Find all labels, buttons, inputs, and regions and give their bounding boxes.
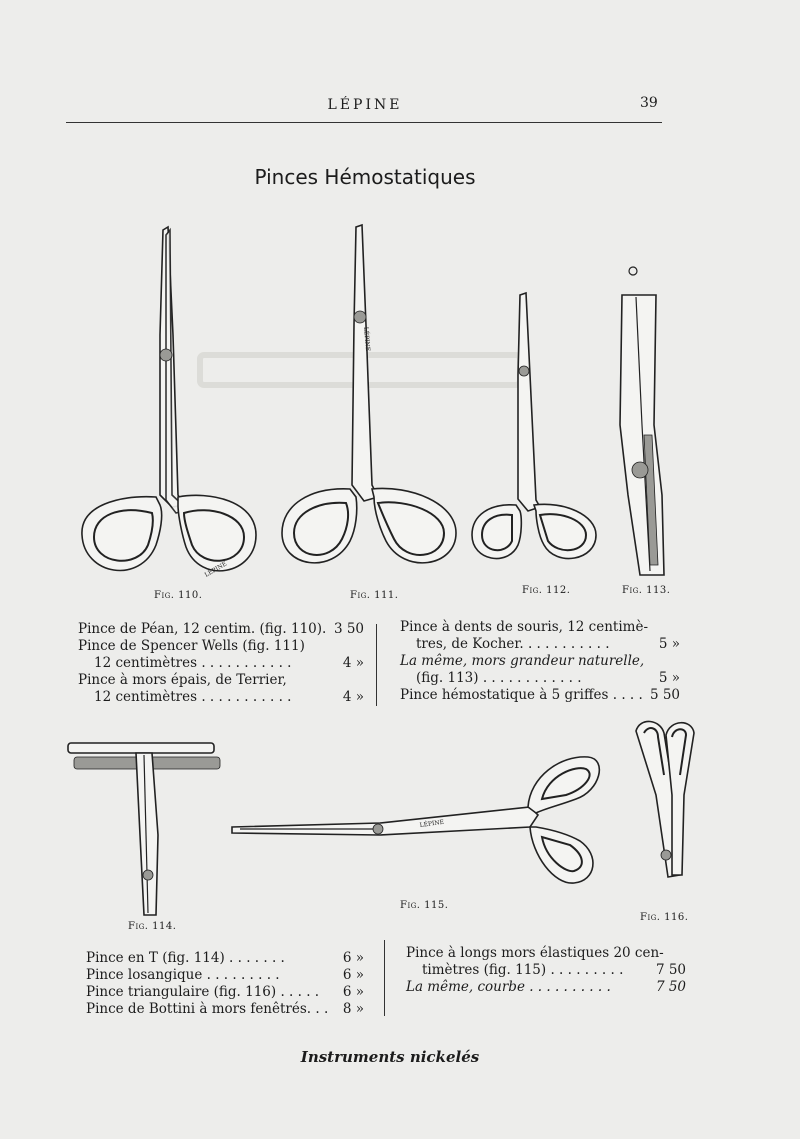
spencer-wells-forceps-icon — [282, 225, 456, 563]
item-description: Pince triangulaire (fig. 116) . . . . . — [86, 984, 320, 1000]
item-description: Pince de Bottini à mors fenêtrés. . . — [86, 1001, 329, 1017]
item-price: 5 » — [658, 636, 680, 652]
pean-forceps-icon — [82, 227, 256, 579]
item-description: 12 centimètres . . . . . . . . . . . — [94, 655, 292, 671]
price-list-right — [400, 619, 680, 704]
item-description: La même, mors grandeur naturelle, — [400, 653, 645, 669]
price-row — [400, 670, 680, 687]
item-price: 5 50 — [649, 687, 680, 703]
price-list-left — [78, 621, 364, 706]
item-price: 6 » — [342, 984, 364, 1000]
price-row — [400, 653, 680, 670]
price-row — [78, 689, 364, 706]
svg-text:LÉPINE: LÉPINE — [419, 818, 445, 829]
column-divider — [384, 940, 385, 1016]
running-head: LÉPINE — [327, 97, 403, 113]
figure-caption: Fig. 114. — [128, 921, 177, 932]
item-description: Pince losangique . . . . . . . . . — [86, 967, 280, 983]
top-illustrations — [60, 215, 720, 595]
figure-caption: Fig. 112. — [522, 585, 571, 596]
item-price: 8 » — [342, 1001, 364, 1017]
price-row — [406, 945, 686, 962]
price-list-right-2 — [406, 945, 686, 996]
item-price: 5 » — [658, 670, 680, 686]
price-row — [78, 638, 364, 655]
column-divider — [376, 624, 377, 706]
item-description: 12 centimètres . . . . . . . . . . . — [94, 689, 292, 705]
forceps-jaw-detail-icon — [620, 267, 664, 575]
triangular-forceps-icon — [636, 721, 694, 877]
kocher-forceps-icon — [472, 293, 596, 558]
price-row — [400, 636, 680, 653]
item-price: 6 » — [342, 967, 364, 983]
figure-caption: Fig. 111. — [350, 590, 399, 601]
price-row — [86, 1001, 364, 1018]
figure-caption: Fig. 110. — [154, 590, 203, 601]
item-description: Pince à mors épais, de Terrier, — [78, 672, 287, 688]
item-price: 7 50 — [655, 979, 686, 995]
figure-caption: Fig. 116. — [640, 912, 689, 923]
price-row — [78, 655, 364, 672]
item-description: La même, courbe . . . . . . . . . . — [406, 979, 611, 995]
item-price: 7 50 — [655, 962, 686, 978]
item-description: Pince à dents de souris, 12 centimè- — [400, 619, 649, 635]
item-price: 4 » — [342, 689, 364, 705]
price-row — [86, 950, 364, 967]
price-row — [78, 621, 364, 638]
price-list-left-2 — [86, 950, 364, 1018]
item-description: (fig. 113) . . . . . . . . . . . . — [416, 670, 582, 686]
price-row — [86, 967, 364, 984]
item-description: Pince en T (fig. 114) . . . . . . . — [86, 950, 285, 966]
item-description: Pince de Spencer Wells (fig. 111) — [78, 638, 305, 654]
item-price: 4 » — [342, 655, 364, 671]
price-row — [406, 962, 686, 979]
svg-text:LÉPINE: LÉPINE — [203, 560, 229, 579]
item-price: 3 50 — [333, 621, 364, 637]
item-price: 6 » — [342, 950, 364, 966]
item-description: Pince à longs mors élastiques 20 cen- — [406, 945, 664, 961]
header-rule — [66, 122, 662, 123]
price-row — [78, 672, 364, 689]
svg-text:LÉPINE: LÉPINE — [362, 326, 372, 352]
section-footer-title: Instruments nickelés — [300, 1048, 480, 1066]
price-row — [406, 979, 686, 996]
price-row — [86, 984, 364, 1001]
item-description: timètres (fig. 115) . . . . . . . . . — [422, 962, 624, 978]
item-description: Pince hémostatique à 5 griffes . . . . — [400, 687, 643, 703]
t-forceps-icon — [68, 743, 220, 915]
page-number: 39 — [640, 95, 658, 111]
item-description: tres, de Kocher. . . . . . . . . . . — [416, 636, 610, 652]
bottom-illustrations — [60, 715, 720, 925]
section-title: Pinces Hémostatiques — [254, 165, 476, 189]
price-row — [400, 687, 680, 704]
price-row — [400, 619, 680, 636]
item-description: Pince de Péan, 12 centim. (fig. 110). — [78, 621, 327, 637]
figure-caption: Fig. 115. — [400, 900, 449, 911]
figure-caption: Fig. 113. — [622, 585, 671, 596]
long-jaw-forceps-icon — [232, 757, 599, 883]
